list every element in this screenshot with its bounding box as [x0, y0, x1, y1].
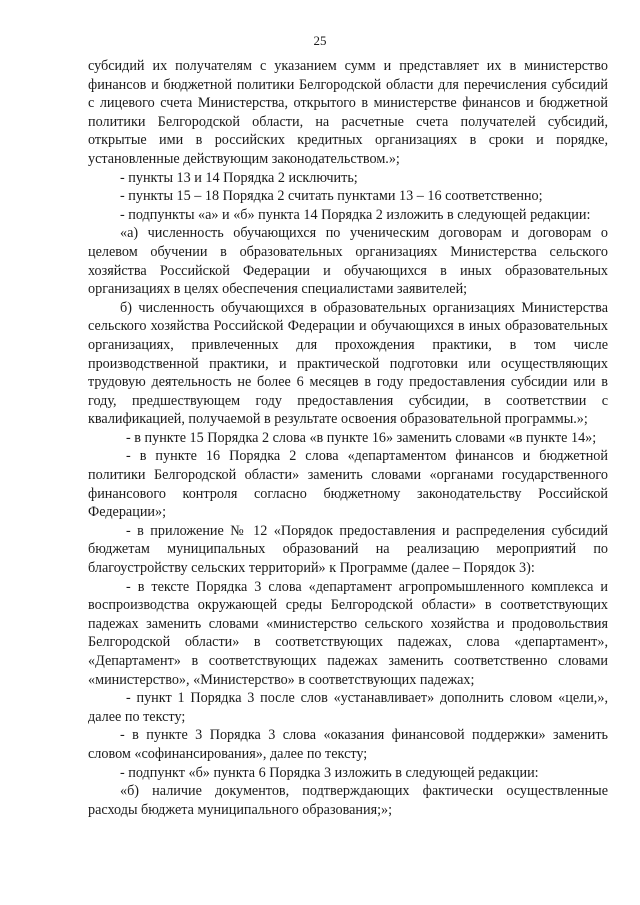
- paragraph-procedure-3-text: - в тексте Порядка 3 слова «департамент агропромышленного комплекса и воспроизводства окружающей среды Белгородской области» в соответствующих падежах заменить словами «министерство сельского хозяйства и продовольствия Белгородской области» в соответствующих падежах, слова «департамент», «Департамент» в соответствующих падежах заменить соответственно словами «министерство», «Министерство» в соответствующих падежах;: [88, 578, 608, 688]
- paragraph-subitems-edit: - подпункты «а» и «б» пункта 14 Порядка 2 изложить в следующей редакции:: [120, 206, 591, 223]
- paragraph-procedure-3-item-1: - пункт 1 Порядка 3 после слов «устанавливает» дополнить словом «цели,», далее по тексту;: [88, 690, 608, 725]
- page-number: 25: [313, 33, 327, 48]
- paragraph-renumber-items: - пункты 15 – 18 Порядка 2 считать пунктами 13 – 16 соответственно;: [120, 188, 543, 205]
- paragraph-appendix-12: - в приложение № 12 «Порядок предоставления и распределения субсидий бюджетам муниципальных образований на реализацию мероприятий по благоустройству сельских территорий» к Программе (далее – Порядок 3):: [88, 522, 608, 577]
- paragraph-item-16: - в пункте 16 Порядка 2 слова «департаментом финансов и бюджетной политики Белгородской области» заменить словами «органами государственного финансового контроля согласно бюджетному законодательству Российской Федерации»;: [88, 448, 608, 521]
- paragraph-subitem-a: «а) численность обучающихся по ученическим договорам и договорам о целевом обучении в образовательных организациях Министерства сельского хозяйства Российской Федерации и обучающихся в иных образовательных организациях в целях обеспечения специалистами заявителей;: [88, 225, 608, 298]
- paragraph-subitem-b-documents: «б) наличие документов, подтверждающих фактически осуществленные расходы бюджета муниципального образования;»;: [88, 783, 608, 818]
- paragraph-procedure-3-item-3: - в пункте 3 Порядка 3 слова «оказания финансовой поддержки» заменить словом «софинансирования», далее по тексту;: [88, 727, 608, 762]
- paragraph-subsidies-continuation: субсидий их получателям с указанием сумм и представляет их в министерство финансов и бюджетной политики Белгородской области для перечисления субсидий с лицевого счета Министерства, открытого в министерстве финансов и бюджетной политики Белгородской области, на расчетные счета получателей субсидий, открытые ими в российских кредитных организациях в сроки и порядке, установленные действующим законодательством.»;: [88, 58, 608, 167]
- paragraph-subitem-b: б) численность обучающихся в образовательных организациях Министерства сельского хозяйства Российской Федерации и обучающихся в иных образовательных организациях, привлеченных для прохождения практики, в том числе производственной практики, и практической подготовки или осуществляющих трудовую деятельность не более 6 месяцев в году предоставления субсидии или в году, предшествующем году предоставления субсидии, в соответствии с квалификацией, получаемой в результате освоения образовательной программы.»;: [88, 299, 608, 428]
- document-body: [88, 57, 608, 819]
- paragraph-procedure-3-item-6: - подпункт «б» пункта 6 Порядка 3 изложить в следующей редакции:: [120, 764, 539, 781]
- paragraph-exclude-items: - пункты 13 и 14 Порядка 2 исключить;: [120, 169, 358, 186]
- paragraph-item-15: - в пункте 15 Порядка 2 слова «в пункте 16» заменить словами «в пункте 14»;: [126, 429, 597, 446]
